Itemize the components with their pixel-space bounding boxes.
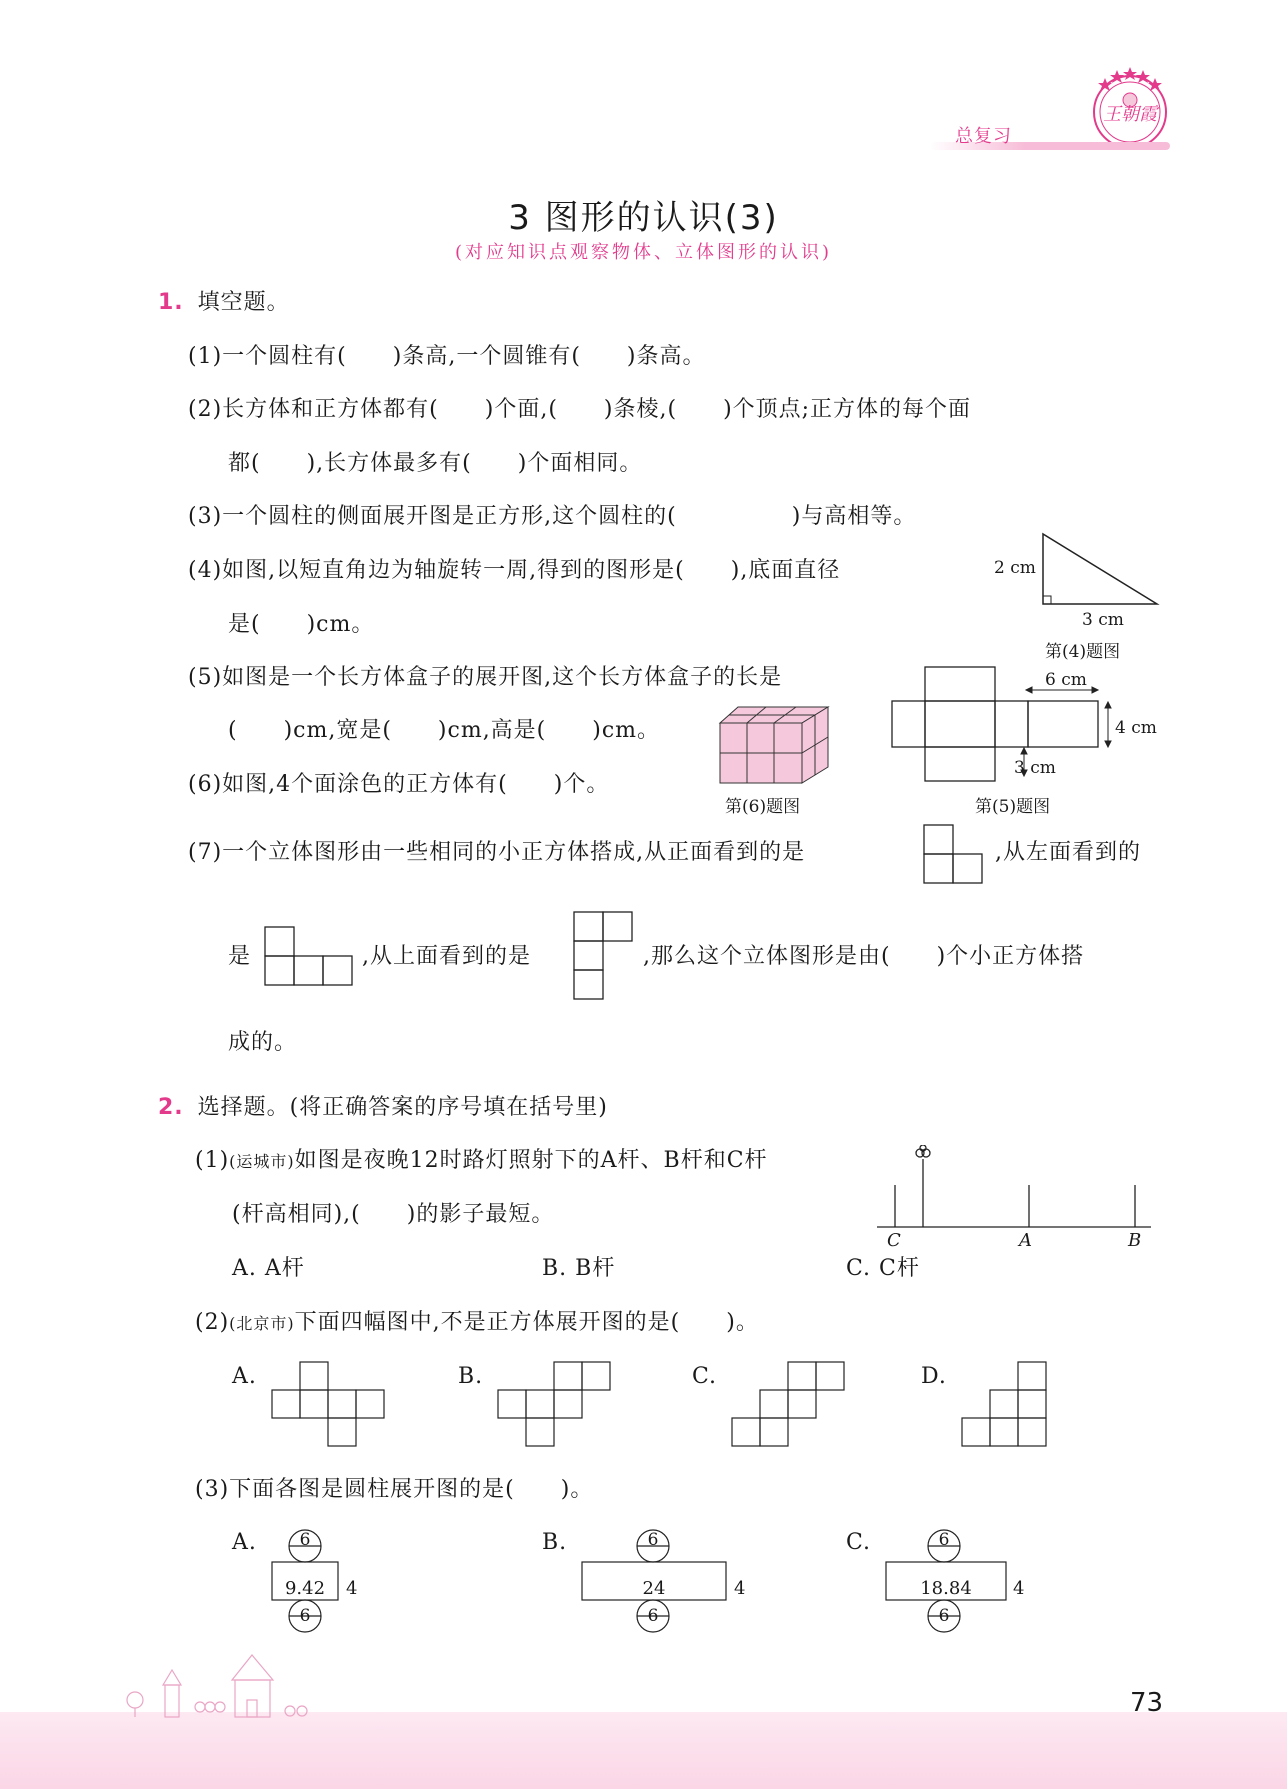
figure-6-cube-block	[718, 705, 830, 785]
cylinder-c-rect-length: 18.84	[920, 1578, 972, 1599]
q2-part2-text: 下面四幅图中,不是正方体展开图的是( )。	[294, 1310, 759, 1335]
figure-4-side-label: 2 cm	[994, 558, 1036, 578]
figure-5-caption: 第(5)题图	[975, 797, 1051, 817]
cylinder-b-height: 4	[734, 1578, 746, 1599]
q1-part2-line1: (2)长方体和正方体都有( )个面,( )条棱,( )个顶点;正方体的每个面	[188, 397, 972, 422]
q1-part7-line2-start: 是	[228, 944, 252, 969]
q1-part7-line3: 成的。	[228, 1030, 298, 1055]
q1-part3: (3)一个圆柱的侧面展开图是正方形,这个圆柱的( )与高相等。	[188, 504, 917, 529]
cylinder-a-bottom-diameter: 6	[299, 1606, 311, 1626]
q1-part5-line1: (5)如图是一个长方体盒子的展开图,这个长方体盒子的长是	[188, 665, 783, 690]
footer-band	[0, 1712, 1287, 1789]
logo-text: 王朝霞	[1103, 104, 1157, 125]
section-label: 总复习	[955, 126, 1012, 147]
q2-part2-line1	[195, 1308, 759, 1339]
q1-part1: (1)一个圆柱有( )条高,一个圆锥有( )条高。	[188, 344, 706, 369]
q2-part1-line2: (杆高相同),( )的影子最短。	[232, 1202, 555, 1227]
q2-number: 2.	[158, 1095, 184, 1120]
q1-part4-line2: 是( )cm。	[228, 612, 375, 637]
cylinder-a-top-diameter: 6	[299, 1530, 311, 1550]
figure-4-caption: 第(4)题图	[1045, 642, 1121, 662]
q1-part2-line2: 都( ),长方体最多有( )个面相同。	[228, 451, 643, 476]
cylinder-option-a-label: A.	[232, 1530, 257, 1555]
figure-5-label-length: 6 cm	[1045, 670, 1087, 690]
page-number: 73	[1130, 1688, 1164, 1718]
cylinder-c-bottom-diameter: 6	[938, 1606, 950, 1626]
q2-heading: 选择题。(将正确答案的序号填在括号里)	[197, 1095, 608, 1120]
q2-part3-text: (3)下面各图是圆柱展开图的是( )。	[195, 1477, 594, 1502]
cylinder-c-top-diameter: 6	[938, 1530, 950, 1550]
q1-heading: 填空题。	[197, 290, 290, 315]
q2-part1-line1	[195, 1146, 768, 1177]
figure-4-base-label: 3 cm	[1082, 610, 1124, 630]
q1-part5-line2: ( )cm,宽是( )cm,高是( )cm。	[228, 718, 661, 743]
figure-6-caption: 第(6)题图	[725, 797, 801, 817]
q2-part1-option-a: A. A杆	[232, 1256, 305, 1281]
q2-part1-option-c: C. C杆	[846, 1256, 920, 1281]
q2-part2-option-d-label: D.	[921, 1364, 947, 1389]
pole-b-label: B	[1128, 1230, 1142, 1251]
cube-net-b	[496, 1360, 616, 1450]
q2-part2-option-b-label: B.	[458, 1364, 484, 1389]
footer-town-illustration	[120, 1645, 340, 1720]
q2-part2-prefix: (2)	[195, 1310, 230, 1335]
cylinder-a-rect-length: 9.42	[284, 1578, 326, 1599]
q2-part2-option-a-label: A.	[232, 1364, 257, 1389]
left-view-figure	[263, 925, 358, 989]
top-view-figure	[572, 910, 637, 1004]
figure-5-label-width: 4 cm	[1115, 718, 1157, 738]
cylinder-b-rect-length: 24	[642, 1578, 666, 1599]
q2-part1-city: (运城市)	[229, 1152, 295, 1171]
q1-part7-line1-end: ,从左面看到的	[995, 840, 1141, 865]
q1-heading-row	[158, 288, 290, 318]
q1-part4-line1: (4)如图,以短直角边为轴旋转一周,得到的图形是( ),底面直径	[188, 558, 841, 583]
street-lamp-figure	[875, 1145, 1155, 1235]
cylinder-b-top-diameter: 6	[647, 1530, 659, 1550]
q1-part7-line2-end: ,那么这个立体图形是由( )个小正方体搭	[643, 944, 1085, 969]
q2-heading-row	[158, 1093, 608, 1123]
figure-5-label-height: 3 cm	[1014, 758, 1056, 778]
page-title: 3 图形的认识(3)	[508, 198, 779, 238]
cube-net-a	[270, 1360, 390, 1450]
cylinder-a-height: 4	[346, 1578, 358, 1599]
cube-net-c	[730, 1360, 850, 1450]
front-view-figure	[922, 823, 984, 885]
cube-net-d	[960, 1360, 1060, 1450]
figure-4-triangle	[1040, 528, 1160, 608]
cylinder-c-height: 4	[1013, 1578, 1025, 1599]
q2-part1-option-b: B. B杆	[542, 1256, 616, 1281]
cylinder-option-b-label: B.	[542, 1530, 568, 1555]
pole-c-label: C	[887, 1230, 901, 1251]
q2-part1-text: 如图是夜晚12时路灯照射下的A杆、B杆和C杆	[294, 1148, 768, 1173]
q2-part2-city: (北京市)	[229, 1314, 295, 1333]
q2-part1-prefix: (1)	[195, 1148, 230, 1173]
cylinder-b-bottom-diameter: 6	[647, 1606, 659, 1626]
q2-part2-option-c-label: C.	[692, 1364, 718, 1389]
q1-part7-line2-mid: ,从上面看到的是	[362, 944, 531, 969]
cylinder-option-c-label: C.	[846, 1530, 872, 1555]
page-subtitle: (对应知识点观察物体、立体图形的认识)	[454, 242, 833, 263]
q1-part7-line1: (7)一个立体图形由一些相同的小正方体搭成,从正面看到的是	[188, 840, 806, 865]
q1-number: 1.	[158, 290, 184, 315]
pole-a-label: A	[1019, 1230, 1032, 1251]
q1-part6: (6)如图,4个面涂色的正方体有( )个。	[188, 772, 610, 797]
